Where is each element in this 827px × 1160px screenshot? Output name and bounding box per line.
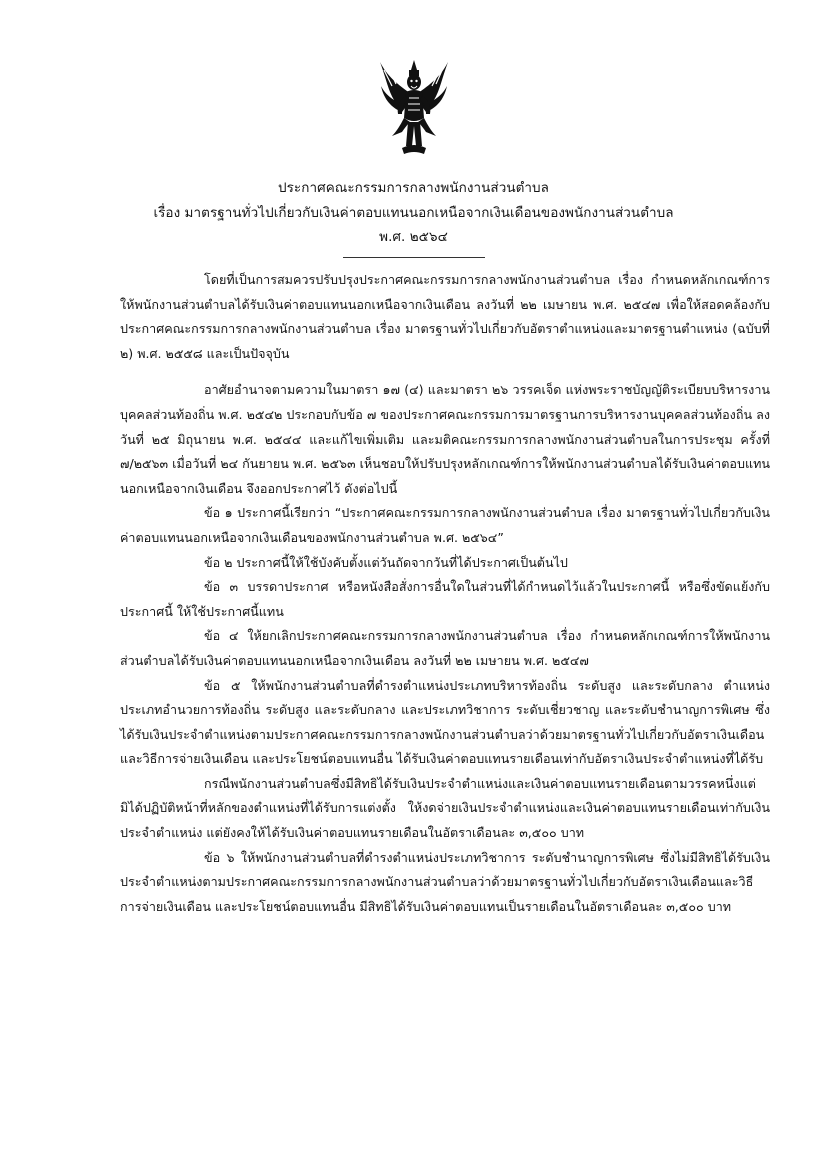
document-body (120, 268, 770, 919)
announcement-year: พ.ศ. ๒๕๖๔ (379, 229, 448, 245)
announcement-subject: เรื่อง มาตรฐานทั่วไปเกี่ยวกับเงินค่าตอบแทนนอกเหนือจากเงินเดือนของพนักงานส่วนตำบล (153, 204, 674, 221)
paragraph-authority: อาศัยอำนาจตามความในมาตรา ๑๗ (๔) และมาตรา ๒๖ วรรคเจ็ด แห่งพระราชบัญญัติระเบียบบริหารงานบุคคลส่วนท้องถิ่น พ.ศ. ๒๕๔๒ ประกอบกับข้อ ๗ ของประกาศคณะกรรมการมาตรฐานการบริหารงานบุคคลส่วนท้องถิ่น ลงวันที่ ๒๕ มิถุนายน พ.ศ. ๒๕๔๔ และแก้ไขเพิ่มเติม และมติคณะกรรมการกลางพนักงานส่วนตำบลในการประชุม ครั้งที่ ๗/๒๕๖๓ เมื่อวันที่ ๒๔ กันยายน พ.ศ. ๒๕๖๓ เห็นชอบให้ปรับปรุงหลักเกณฑ์การให้พนักงานส่วนตำบลได้รับเงินค่าตอบแทนนอกเหนือจากเงินเดือน จึงออกประกาศไว้ ดังต่อไปนี้ (120, 382, 770, 496)
paragraph-clause-2: ข้อ ๒ ประกาศนี้ให้ใช้บังคับตั้งแต่วันถัดจากวันที่ได้ประกาศเป็นต้นไป (204, 554, 568, 570)
paragraph-clause-3: ข้อ ๓ บรรดาประกาศ หรือหนังสือสั่งการอื่นใดในส่วนที่ได้กำหนดไว้แล้วในประกาศนี้ หรือซึ่งขัดแย้งกับประกาศนี้ ให้ใช้ประกาศนี้แทน (120, 579, 770, 619)
announcement-title: ประกาศคณะกรรมการกลางพนักงานส่วนตำบล (278, 180, 549, 196)
garuda-emblem-icon (378, 56, 450, 160)
paragraph-clause-1: ข้อ ๑ ประกาศนี้เรียกว่า “ประกาศคณะกรรมการกลางพนักงานส่วนตำบล เรื่อง มาตรฐานทั่วไปเกี่ยวกับเงินค่าตอบแทนนอกเหนือจากเงินเดือนของพนักงานส่วนตำบล พ.ศ. ๒๕๖๔” (120, 505, 770, 545)
paragraph-clause-5-second: กรณีพนักงานส่วนตำบลซึ่งมีสิทธิได้รับเงินประจำตำแหน่งและเงินค่าตอบแทนรายเดือนตามวรรคหนึ่งแต่มิได้ปฏิบัติหน้าที่หลักของตำแหน่งที่ได้รับการแต่งตั้ง ให้งดจ่ายเงินประจำตำแหน่งและเงินค่าตอบแทนรายเดือนเท่ากับเงินประจำตำแหน่ง แต่ยังคงให้ได้รับเงินค่าตอบแทนรายเดือนในอัตราเดือนละ ๓,๕๐๐ บาท (120, 775, 770, 841)
paragraph-clause-4: ข้อ ๔ ให้ยกเลิกประกาศคณะกรรมการกลางพนักงานส่วนตำบล เรื่อง กำหนดหลักเกณฑ์การให้พนักงานส่วนตำบลได้รับเงินค่าตอบแทนนอกเหนือจากเงินเดือน ลงวันที่ ๒๒ เมษายน พ.ศ. ๒๕๔๗ (120, 628, 770, 668)
paragraph-clause-6: ข้อ ๖ ให้พนักงานส่วนตำบลที่ดำรงตำแหน่งประเภทวิชาการ ระดับชำนาญการพิเศษ ซึ่งไม่มีสิทธิได้รับเงินประจำตำแหน่งตามประกาศคณะกรรมการกลางพนักงานส่วนตำบลว่าด้วยมาตรฐานทั่วไปเกี่ยวกับอัตราเงินเดือนและวิธีการจ่ายเงินเดือน และประโยชน์ตอบแทนอื่น มีสิทธิได้รับเงินค่าตอบแทนเป็นรายเดือนในอัตราเดือนละ ๓,๕๐๐ บาท (120, 849, 770, 914)
title-block (0, 176, 827, 250)
paragraph-preamble: โดยที่เป็นการสมควรปรับปรุงประกาศคณะกรรมการกลางพนักงานส่วนตำบล เรื่อง กำหนดหลักเกณฑ์การให้พนักงานส่วนตำบลได้รับเงินค่าตอบแทนนอกเหนือจากเงินเดือน ลงวันที่ ๒๒ เมษายน พ.ศ. ๒๕๔๗ เพื่อให้สอดคล้องกับประกาศคณะกรรมการกลางพนักงานส่วนตำบล เรื่อง มาตรฐานทั่วไปเกี่ยวกับอัตราตำแหน่งและมาตรฐานตำแหน่ง (ฉบับที่ ๒) พ.ศ. ๒๕๕๘ และเป็นปัจจุบัน (120, 272, 770, 361)
title-divider (343, 257, 485, 258)
paragraph-clause-5: ข้อ ๕ ให้พนักงานส่วนตำบลที่ดำรงตำแหน่งประเภทบริหารท้องถิ่น ระดับสูง และระดับกลาง ตำแหน่งประเภทอำนวยการท้องถิ่น ระดับสูง และระดับกลาง และประเภทวิชาการ ระดับเชี่ยวชาญ และระดับชำนาญการพิเศษ ซึ่งได้รับเงินประจำตำแหน่งตามประกาศคณะกรรมการกลางพนักงานส่วนตำบลว่าด้วยมาตรฐานทั่วไปเกี่ยวกับอัตราเงินเดือนและวิธีการจ่ายเงินเดือน และประโยชน์ตอบแทนอื่น ได้รับเงินค่าตอบแทนรายเดือนเท่ากับอัตราเงินประจำตำแหน่งที่ได้รับ (120, 677, 770, 767)
